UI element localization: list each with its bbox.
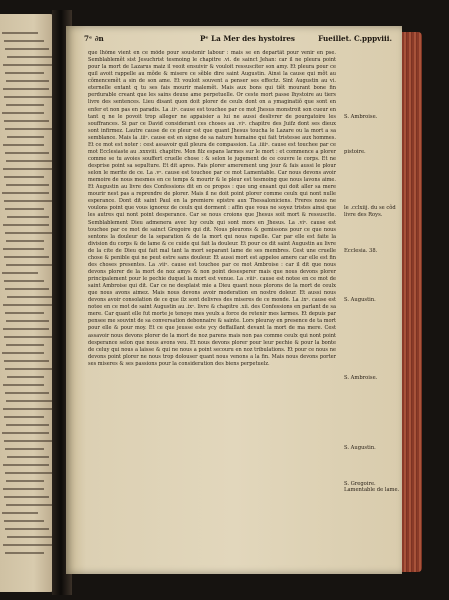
previous-page-line [6, 264, 54, 266]
previous-page-line [5, 368, 54, 370]
previous-page-line [4, 416, 44, 418]
previous-page-line [2, 432, 49, 434]
previous-page-line [7, 56, 54, 58]
previous-page-line [3, 88, 49, 90]
margin-note: Ecclesia. 38. [344, 247, 378, 254]
header-title: Pᵉ La Mer des hystoires [200, 34, 295, 43]
previous-page-line [3, 304, 54, 306]
previous-page-line [7, 216, 49, 218]
previous-page-line [6, 320, 49, 322]
previous-page-line [6, 104, 44, 106]
previous-page-line [6, 160, 54, 162]
previous-page-line [2, 352, 44, 354]
previous-page-line [4, 280, 44, 282]
previous-page-line [6, 424, 49, 426]
previous-page-line [6, 480, 43, 482]
previous-page-line [4, 200, 54, 202]
previous-page-line [2, 512, 38, 514]
previous-page-line [5, 288, 49, 290]
previous-page-line [6, 240, 43, 242]
previous-page-line [4, 120, 49, 122]
previous-page-line [5, 552, 44, 554]
previous-page-line [7, 536, 54, 538]
margin-note: pistoire. [344, 148, 366, 155]
previous-page-line [6, 80, 49, 82]
previous-page-line [7, 376, 44, 378]
previous-page-line [3, 168, 54, 170]
previous-page-line [5, 312, 44, 314]
previous-page-line [4, 496, 49, 498]
previous-page-line [5, 232, 54, 234]
previous-page-text-lines [2, 32, 54, 560]
page-edges [402, 32, 422, 572]
previous-page-line [3, 64, 54, 66]
previous-page-line [2, 112, 44, 114]
previous-page-line [3, 328, 49, 330]
running-header [82, 32, 394, 46]
previous-page-line [4, 176, 44, 178]
folio-number: Fueillet. C.pppviii. [318, 34, 392, 43]
previous-page-line [2, 192, 49, 194]
previous-page-line [3, 144, 44, 146]
previous-page-line [3, 384, 44, 386]
previous-page-line [4, 440, 54, 442]
margin-note: S. Ambroise. [344, 113, 378, 120]
previous-page-line [6, 344, 44, 346]
previous-page-line [2, 272, 38, 274]
previous-page-line [5, 72, 44, 74]
previous-page-line [5, 448, 43, 450]
previous-page-line [2, 32, 38, 34]
previous-page-line [6, 400, 54, 402]
previous-page-line [5, 392, 49, 394]
margin-note: S. Gregoire. Lamentable de lame. [344, 480, 400, 493]
previous-page-line [3, 488, 44, 490]
margin-note: S. Augustin. [344, 297, 376, 304]
previous-page-line [4, 40, 44, 42]
previous-page-line [3, 408, 54, 410]
main-text-column [88, 50, 336, 565]
body-paragraph: que lhõme vient en ce mõde pour soustenir labour : mais se en departãt pour venir en pse. Semblablemẽt sist Jesuchrist tesmoing le chapitre .vi. de sainct Jehan: car il ne pleura point pour la mort de Lazarus maiz il veoit ensuivir & vouloit ressusciter son amy. Et pleura pour ce quil avoit rappelle au mõde & misere ce sẽble dire saint Augustin. Ainsi la cause qui mõt au cõmencemẽt a sin de son ame. Et vouloit souvent a penser ses effectz. Sint Augustin au vi. eternelle entant q tu ses fais mourir malemẽt. Mais aux bons qui tiẽt mourant bone fin perdurable creant que les sains deuxe ame perpetuelle. Or ceste mort passe lhystoire au tiers livre des sentences. Lieu disant quon doit plorer de ceulx dont on a ymaginatiõ que sont en enfer et non pas en paradis. La .iiᵉ. cause est touchee par ce mot Jhesus monstroit son cueur en tant q ne le povoit trop alleger ne appaisier a lui ne aussi deslivrer de pourgatoire les souffrances. Si par ce David considerant ces choses au .viᵉ. chapitre des Juifz dont ses dieux sont infirmez. Lautre cause de ce pleur est que quant Jhesus toucha le Lazare ou la mort a sa semblance. Mais la .iiiᵉ. cause est en signe de sa nature humaine qui fait tristesse aux hommes. Et ce mot est noter : cest assavoir quil pleura de compassion. La .iiiiᵉ. cause est touchee par ce mot Ecclesiaste au .xxxviii. chapitre. Mon filz espans larmes sur le mort : et commence a plorer comme se tu avoies souffert cruelle chose : & selon le jugement de ce couvre le corps. Et ne desprise point sa sepulture. Et dit apres. Fais plorer amerement ung jour & fais aussi le plour selon le merite de ce. La .vᵉ. cause est touchee par ce mot Lamentable. Car nous devons avoir memoire de nous mesmes en ce temps & mourir & le pleur est tesmoing que nous lavons aime. Et Augustin au livre des Confessions dit en ce propos : que ung ensant qui doit aller sa mere mourir nest pas a reprendre de plorer. Mais il ne doit point plorer comme ceulx qui nont nulle esperance. Dont dit saint Paul en la premiere epistre aux Thessaloniciens. Freres nous ne voulons point que vous ignorez de ceulx qui dorment : affin que vous ne soyez tristes ainsi que les autres qui nont point desperance. Car se nous croions que Jhesus soit mort & ressuscite. Semblablement Dieu admenera avec luy ceulx qui sont mors en Jhesus. La .viᵉ. cause est touchee par ce mot de sainct Gregoire qui dit. Nous pleurons & gemissons pour ce que nous sentons la douleur de la separation & de la mort qui nous rapelle. Car par elle est faite la division du corps & de lame & ce cuide qui fait la douleur. Et pour ce dit saint Augustin au livre de la cite de Dieu qui fait mal tant la mort separant lame de ses membres. Cest une cruelle chose & penible qui ne peut estre sans douleur. Et aussi mort est appelee amere car elle est fin des choses presentes. La .viiᵉ. cause est touchee par ce mot Ambroise : car il dit que nous devons plorer de la mort de noz amys & non point desesperer mais que nous devons plorer principalement pour le pechie duquel la mort est venue. La .viiiᵉ. cause est notee en ce mot de saint Ambroise qui dit. Car ce ne desplaist mie a Dieu quant nous plorons de la mort de ceulx que nous avons aimez. Mais nous devons avoir moderation en nostre doleur. Et aussi nous devons avoir consolation de ce que ilz sont delivres des miseres de ce monde. La .ixᵉ. cause est notee en ce mot de saint Augustin au .ixᵉ. livre & chapitre .xii. des Confessions en parlant de sa mere. Car quant elle fut morte je tenoye mes yeulx a force de retenir mes larmes. Et depuis par pensee me souvint de sa conversation debonnaire & sainte. Lors pleuray en presence de ta mort pour elle & pour moy. Et ce que jeusse este ycy deffaillant devant la mort de ma mere. Cest assavoir nous devons plorer de la mort de noz parens mais non pas comme ceulx qui nont point desperance selon que nous avons veu. Et nous devons plorer pour leur pechie & pour la bonte de celuy qui nous a laisse & qui ne nous a point secouru en noz tribulations. Et pour ce nous ne devons point plorer ne nous trop dolouser quant nous venons a la fin. Mais nous devons porter ses miseres & ses passions pour la consideration des biens perpetuelz. [88, 50, 336, 367]
previous-page-line [3, 464, 49, 466]
margin-note: S. Ambroise. [344, 374, 378, 381]
previous-page-line [4, 256, 49, 258]
previous-page-line [5, 472, 54, 474]
margin-note: le .cclxiij. du se cõd livre des Roys. [344, 205, 396, 218]
previous-page-line [5, 152, 49, 154]
previous-page-line [3, 248, 44, 250]
header-left: 7ᵉ ∂n [84, 34, 104, 43]
previous-page-line [3, 544, 54, 546]
margin-note: S. Augustin. [344, 445, 376, 452]
margin-notes [344, 50, 402, 565]
previous-page-line [4, 336, 54, 338]
previous-page-line [3, 224, 49, 226]
previous-page-line [6, 184, 49, 186]
previous-page-line [7, 296, 54, 298]
previous-page-line [4, 360, 49, 362]
previous-page-line [7, 136, 44, 138]
previous-page-line [6, 504, 54, 506]
previous-page-line [7, 456, 49, 458]
previous-page-line [5, 528, 49, 530]
previous-page-line [4, 96, 54, 98]
previous-page-line [5, 48, 49, 50]
previous-page-line [5, 128, 54, 130]
previous-page-line [5, 208, 43, 210]
previous-page-line [4, 520, 44, 522]
previous-page-fragment [0, 14, 56, 592]
